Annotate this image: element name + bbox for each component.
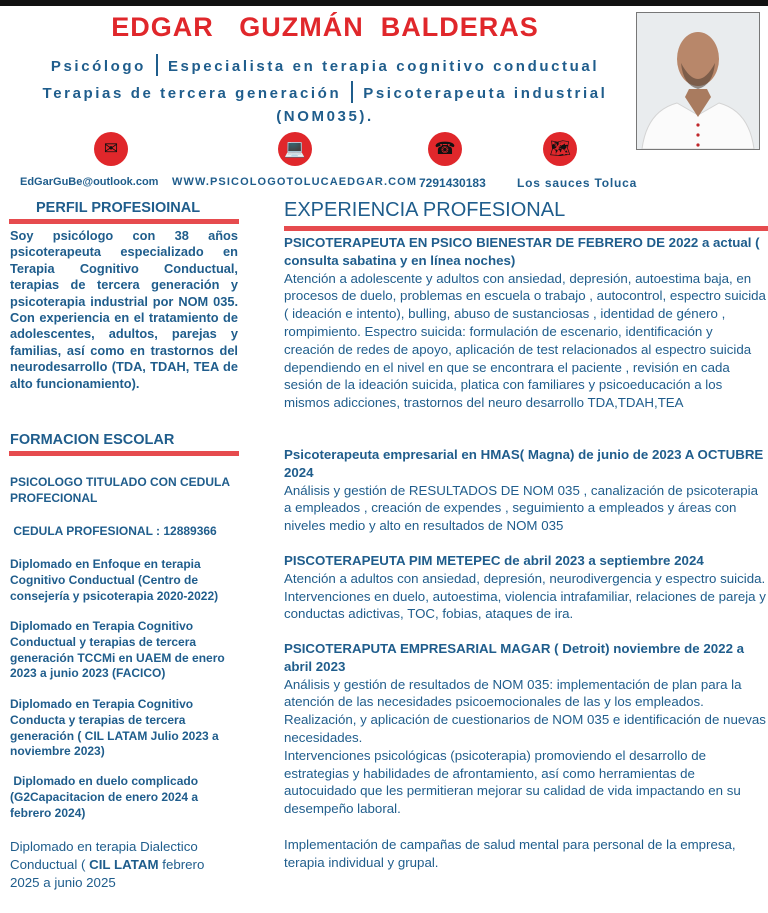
- profile-divider: [9, 219, 239, 224]
- education-item: Diplomado en Terapia Cognitivo Conducta y terapias de tercera generación ( CIL LATAM Julio 2023 a noviembre 2023): [10, 697, 219, 759]
- education-item: CEDULA PROFESIONAL : 12889366: [10, 524, 217, 538]
- laptop-icon: 💻: [278, 132, 312, 166]
- title-line-2: [0, 81, 650, 103]
- email-icon: ✉: [94, 132, 128, 166]
- title-line-1: [0, 54, 650, 76]
- separator: [156, 54, 158, 76]
- separator: [351, 81, 353, 103]
- job-entry: [284, 552, 766, 623]
- job-title: Psicoterapeuta empresarial en HMAS( Magna) de junio de 2023 A OCTUBRE 2024: [284, 447, 764, 480]
- job-entry: [284, 640, 766, 871]
- title-line-3: (NOM035).: [276, 108, 374, 125]
- job-description: Análisis y gestión de resultados de NOM 035: implementación de plan para la atención de las necesidades psicoemocionales de las y los empleados. Realización, y aplicación de cuestionarios de NOM 035 e identificación de nuevas necesidades.: [284, 676, 766, 745]
- education-last-b: CIL LATAM: [89, 856, 159, 872]
- job-entry: [284, 234, 766, 412]
- job-title: PISCOTERAPEUTA PIM METEPEC de abril 2023 a septiembre 2024: [284, 553, 704, 568]
- title-psychologist: Psicólogo: [50, 58, 146, 75]
- experience-divider: [284, 226, 768, 231]
- title-industrial: Psicoterapeuta industrial: [363, 85, 608, 102]
- job-description: Análisis y gestión de RESULTADOS DE NOM 035 , canalización de psicoterapia a empleados , creación de expendes , seguimiento a empleados y áreas con niveles medio y alto en resultados de NOM 035: [284, 482, 758, 534]
- profile-heading: PERFIL PROFESIOINAL: [36, 200, 201, 216]
- profile-text: Soy psicólogo con 38 años psicoterapeuta especializado en Terapia Cognitivo Conductual, terapias de tercera generación y psicoterapia industrial por NOM 035. Con experiencia en el tratamiento de adolescentes, adultos, parejas y familias, así como en trastornos del neurodesarrollo (TDA, TDAH, TEA de alto funcionamiento).: [10, 228, 238, 391]
- candidate-name: EDGAR GUZMÁN BALDERAS: [111, 12, 539, 42]
- education-item: [10, 838, 230, 891]
- top-bar: [0, 0, 768, 6]
- title-specialist: Especialista en terapia cognitivo conductual: [167, 58, 600, 75]
- education-divider: [9, 451, 239, 456]
- profile-photo: [636, 12, 760, 150]
- map-icon: 🗺: [543, 132, 577, 166]
- job-description: Intervenciones psicológicas (psicoterapia) promoviendo el desarrollo de estrategias y habilidades de afrontamiento, así como herramientas de autocuidado que les permitieran mejorar su calidad de vida impactando en su desempeño laboral.: [284, 747, 741, 817]
- contact-phone[interactable]: 7291430183: [419, 176, 486, 190]
- education-item: Diplomado en Enfoque en terapia Cognitivo Conductual (Centro de consejería y psicoterapia 2020-2022): [10, 557, 219, 603]
- title-third-gen: Terapias de tercera generación: [42, 85, 342, 102]
- education-item: PSICOLOGO TITULADO CON CEDULA PROFECIONAL: [10, 475, 230, 505]
- contact-email[interactable]: EdGarGuBe@outlook.com: [20, 176, 159, 188]
- education-last-c: febrero 2025 a junio 2025: [10, 856, 205, 890]
- education-item: Diplomado en duelo complicado (G2Capacitacion de enero 2024 a febrero 2024): [10, 774, 202, 820]
- phone-icon: ☎: [428, 132, 462, 166]
- job-entry: [284, 446, 766, 535]
- job-description: Atención a adolescente y adultos con ansiedad, depresión, autoestima baja, en procesos de duelo, problemas en escuela o trabajo , autocontrol, espectro suicida ( ideación e intento), bulling, abuso de sustanciosas , identidad de género , rompimiento. Espectro suicida: formulación de escenario, identificación y creación de redes de apoyo, aplicación de test relacionados al espectro suicida dependiendo en el nivel en que se encontrara el paciente , revisión en cada sesión de la ideación suicida, platica con familiares y psicoeducación a los mismos adicciones, trastornos del neuro desarrollo TDA,TDAH,TEA: [284, 270, 766, 411]
- education-item: Diplomado en Terapia Cognitivo Conductual y terapias de tercera generación TCCMi en UAEM de enero 2023 a junio 2023 (FACICO): [10, 619, 225, 681]
- education-heading: FORMACION ESCOLAR: [10, 432, 175, 448]
- job-description: Atención a adultos con ansiedad, depresión, neurodivergencia y espectro suicida. Intervenciones en duelo, autoestima, violencia intrafamiliar, relaciones de pareja y conductas adictivas, TOC, fobias, ataques de ira.: [284, 570, 766, 622]
- contact-location: Los sauces Toluca: [517, 176, 638, 190]
- experience-heading: EXPERIENCIA PROFESIONAL: [284, 199, 566, 221]
- job-description: Implementación de campañas de salud mental para personal de la empresa, terapia individual y grupal.: [284, 836, 736, 870]
- education-last-a: Diplomado en terapia Dialectico Conductual (: [10, 839, 198, 872]
- job-title: PSICOTERAPEUTA EN PSICO BIENESTAR DE FEBRERO DE 2022 a actual ( consulta sabatina y en línea noches): [284, 235, 760, 268]
- contact-website[interactable]: WWW.PSICOLOGOTOLUCAEDGAR.COM: [172, 176, 418, 188]
- job-title: PSICOTERAPUTA EMPRESARIAL MAGAR ( Detroit) noviembre de 2022 a abril 2023: [284, 641, 745, 674]
